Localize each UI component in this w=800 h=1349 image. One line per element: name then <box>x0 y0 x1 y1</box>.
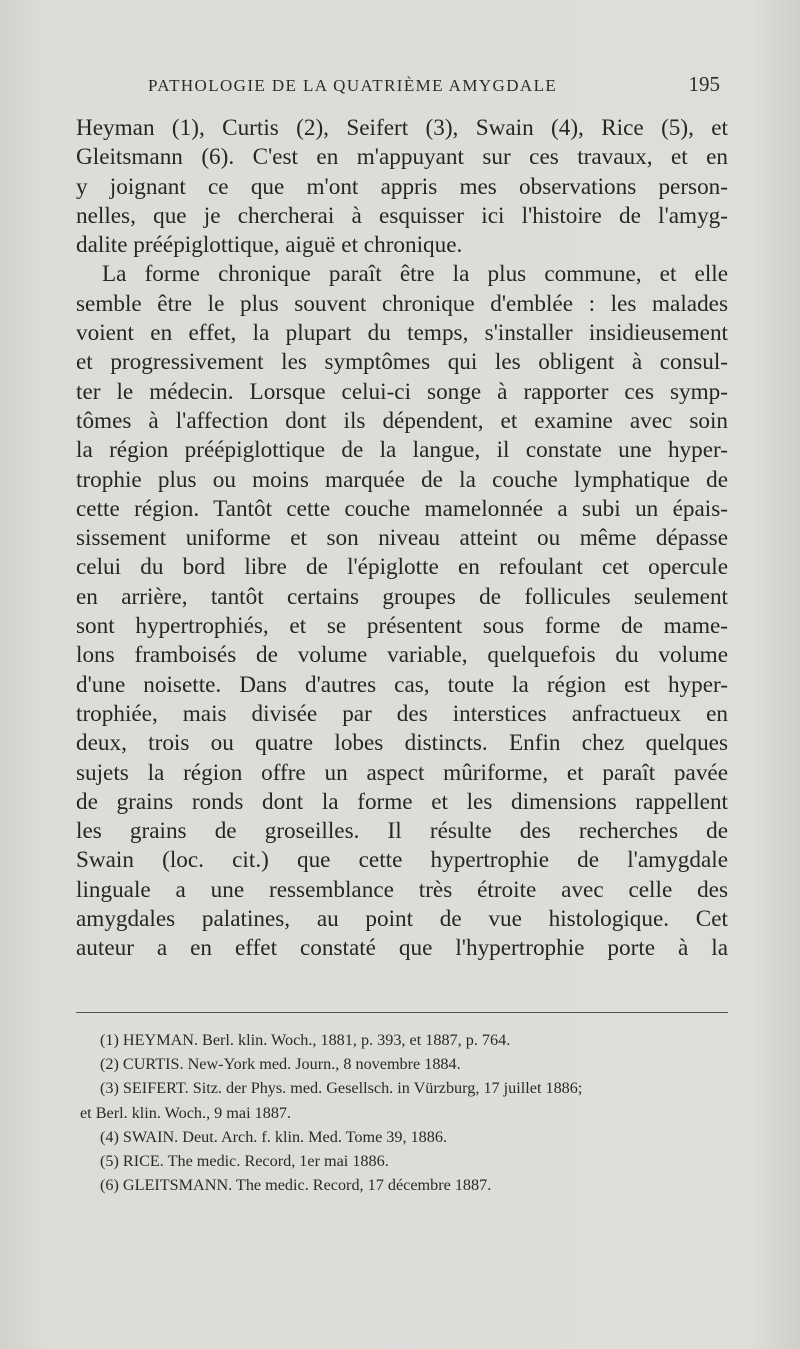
footnote: (1) HEYMAN. Berl. klin. Woch., 1881, p. 393, et 1887, p. 764. <box>100 1031 511 1049</box>
text-line: celui du bord libre de l'épiglotte en refoulant cet opercule <box>76 554 728 581</box>
text-line: cette région. Tantôt cette couche mamelonnée a subi un épais- <box>76 495 728 522</box>
text-line: auteur a en effet constaté que l'hypertrophie porte à la <box>76 935 728 962</box>
text-line: linguale a une ressemblance très étroite avec celle des <box>76 876 728 903</box>
text-line: voient en effet, la plupart du temps, s'installer insidieusement <box>76 320 728 347</box>
text-line: deux, trois ou quatre lobes distincts. Enfin chez quelques <box>76 730 728 757</box>
text-line: dalite préépiglottique, aiguë et chronique. <box>76 232 463 259</box>
footnote-continuation: et Berl. klin. Woch., 9 mai 1887. <box>80 1103 292 1122</box>
text-line: lons framboisés de volume variable, quelquefois du volume <box>76 642 728 669</box>
text-line: amygdales palatines, au point de vue histologique. Cet <box>76 906 728 933</box>
text-line: trophie plus ou moins marquée de la couche lymphatique de <box>76 466 728 493</box>
text-line: Heyman (1), Curtis (2), Seifert (3), Swain (4), Rice (5), et <box>76 115 728 141</box>
footnote: (6) GLEITSMANN. The medic. Record, 17 décembre 1887. <box>100 1176 492 1195</box>
footnote-rule <box>76 1012 728 1013</box>
running-header <box>148 72 720 102</box>
text-line: la région préépiglottique de la langue, il constate une hyper- <box>76 437 728 464</box>
footnote: (2) CURTIS. New-York med. Journ., 8 novembre 1884. <box>100 1055 461 1074</box>
footnote: (3) SEIFERT. Sitz. der Phys. med. Gesellsch. in Vürzburg, 17 juillet 1886; <box>100 1079 583 1098</box>
text-line: en arrière, tantôt certains groupes de follicules seulement <box>76 583 728 610</box>
text-line: La forme chronique paraît être la plus commune, et elle <box>102 261 728 288</box>
text-line: Swain (loc. cit.) que cette hypertrophie de l'amygdale <box>76 847 728 874</box>
text-line: sujets la région offre un aspect mûriforme, et paraît pavée <box>76 759 728 786</box>
page-number: 195 <box>688 72 720 96</box>
footnotes <box>76 1028 736 1197</box>
text-line: tômes à l'affection dont ils dépendent, et examine avec soin <box>76 407 728 434</box>
text-line: semble être le plus souvent chronique d'emblée : les malades <box>76 290 728 317</box>
text-line: ter le médecin. Lorsque celui-ci songe à rapporter ces symp- <box>76 378 728 405</box>
text-line: de grains ronds dont la forme et les dimensions rappellent <box>76 788 728 815</box>
text-line: les grains de groseilles. Il résulte des recherches de <box>76 818 728 845</box>
footnote: (5) RICE. The medic. Record, 1er mai 1886. <box>100 1152 389 1171</box>
text-line: sont hypertrophiés, et se présentent sous forme de mame- <box>76 613 728 640</box>
text-line: sissement uniforme et son niveau atteint ou même dépasse <box>76 525 728 552</box>
running-title: PATHOLOGIE DE LA QUATRIÈME AMYGDALE <box>148 76 558 95</box>
text-line: y joignant ce que m'ont appris mes observations person- <box>76 173 728 200</box>
text-line: d'une noisette. Dans d'autres cas, toute la région est hyper- <box>76 671 728 698</box>
footnote: (4) SWAIN. Deut. Arch. f. klin. Med. Tome 39, 1886. <box>100 1127 448 1146</box>
text-line: trophiée, mais divisée par des interstices anfractueux en <box>76 700 728 727</box>
body-text <box>76 114 728 964</box>
text-line: Gleitsmann (6). C'est en m'appuyant sur ces travaux, et en <box>76 144 728 171</box>
text-line: nelles, que je chercherai à esquisser ici l'histoire de l'amyg- <box>76 202 728 229</box>
text-line: et progressivement les symptômes qui les obligent à consul- <box>76 349 728 376</box>
